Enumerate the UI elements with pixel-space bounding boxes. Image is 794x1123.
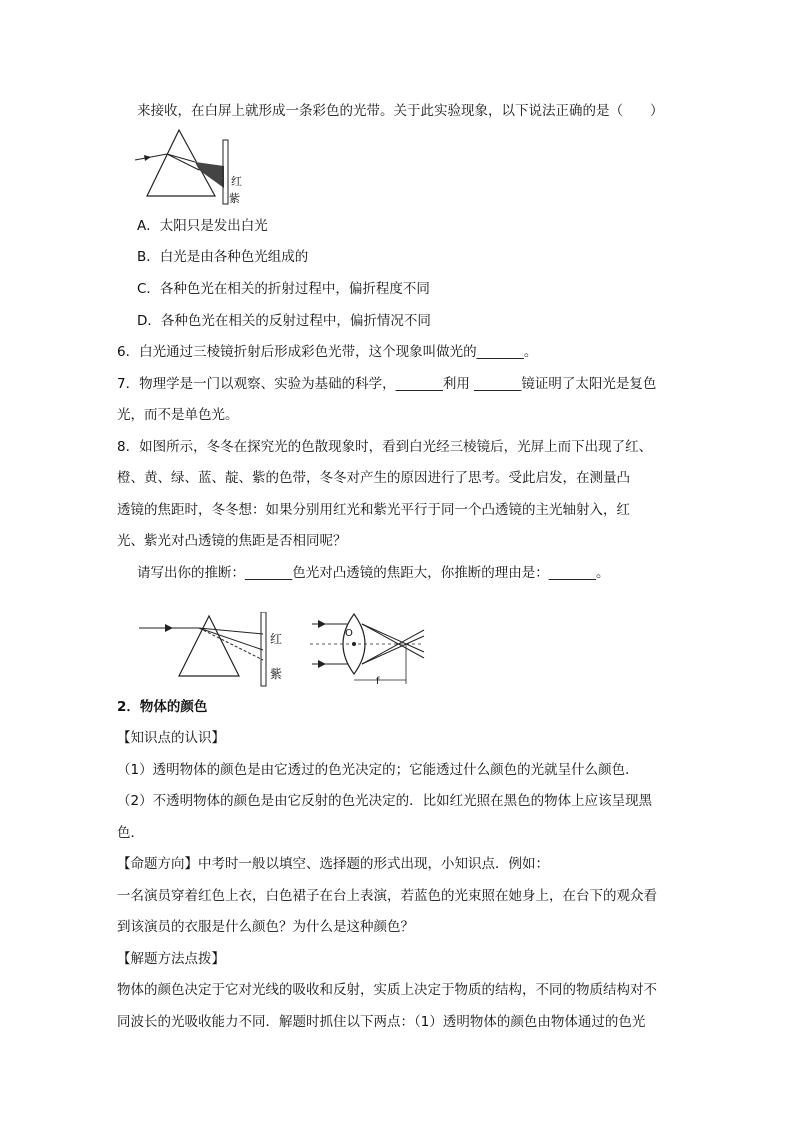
method-title: 【解题方法点拨】	[117, 951, 225, 967]
label-red: 红	[231, 175, 242, 188]
lens-figure	[310, 606, 430, 688]
exam-direction	[117, 854, 549, 874]
question-8-line1: 8．如图所示，冬冬在探究光的色散现象时，看到白光经三棱镜后，光屏上而下出现了红、	[117, 439, 653, 455]
knowledge-title: 【知识点的认识】	[117, 730, 225, 746]
option-c: C．各种色光在相关的折射过程中，偏折程度不同	[137, 281, 430, 297]
ray-arrow	[144, 155, 151, 161]
dispersed-band	[195, 162, 224, 188]
option-a: A．太阳只是发出白光	[137, 218, 268, 234]
label-purple: 紫	[270, 667, 283, 681]
question-8-line4: 光、紫光对凸透镜的焦距是否相同呢？	[117, 533, 347, 549]
method-line2: 同波长的光吸收能力不同．解题时抓住以下两点：（1）透明物体的颜色由物体通过的色光	[117, 1014, 646, 1030]
exam-text: 中考时一般以填空、选择题的形式出现，小知识点．例如：	[198, 856, 549, 872]
question-7-line2: 光，而不是单色光。	[117, 407, 239, 423]
exam-title: 【命题方向】	[117, 856, 198, 872]
ray-arrow	[165, 624, 173, 632]
question-6: 6．白光通过三棱镜折射后形成彩色光带，这个现象叫做光的_______。	[117, 344, 538, 360]
label-focal: f	[376, 676, 380, 687]
optical-center	[352, 642, 356, 646]
screen	[261, 612, 266, 686]
section-heading: 2．物体的颜色	[117, 699, 208, 715]
label-red: 红	[270, 632, 283, 646]
prism-figure-2	[137, 612, 292, 690]
prism-figure-1	[133, 126, 248, 208]
knowledge-2-line2: 色．	[117, 825, 144, 841]
question-7-line1: 7．物理学是一门以观察、实验为基础的科学，_______利用 _______镜证明了太阳光是复色	[117, 376, 657, 392]
example-line1: 一名演员穿着红色上衣，白色裙子在台上表演，若蓝色的光束照在她身上，在台下的观众看	[117, 888, 657, 904]
prism-triangle	[147, 130, 215, 196]
method-line1: 物体的颜色决定于它对光线的吸收和反射，实质上决定于物质的结构，不同的物质结构对不	[117, 982, 657, 998]
example-line2: 到该演员的衣服是什么颜色？为什么是这种颜色？	[117, 919, 414, 935]
intro-line: 来接收，在白屏上就形成一条彩色的光带。关于此实验现象，以下说法正确的是（ ）	[137, 103, 664, 119]
knowledge-2-line1: （2）不透明物体的颜色是由它反射的色光决定的．比如红光照在黑色的物体上应该呈现黑	[117, 793, 653, 809]
label-purple: 紫	[229, 192, 240, 205]
option-d: D．各种色光在相关的反射过程中，偏折情况不同	[137, 313, 431, 329]
question-8-line3: 透镜的焦距时，冬冬想：如果分别用红光和紫光平行于同一个凸透镜的主光轴射入，红	[117, 502, 630, 518]
option-b: B．白光是由各种色光组成的	[137, 249, 309, 265]
knowledge-1: （1）透明物体的颜色是由它透过的色光决定的；它能透过什么颜色的光就呈什么颜色．	[117, 762, 639, 778]
question-8-line2: 橙、黄、绿、蓝、靛、紫的色带，冬冬对产生的原因进行了思考。受此启发，在测量凸	[117, 470, 630, 486]
prism-triangle	[179, 616, 239, 676]
question-8-prompt: 请写出你的推断：_______色光对凸透镜的焦距大，你推断的理由是：_______。	[137, 565, 610, 581]
label-center: O	[345, 628, 353, 639]
